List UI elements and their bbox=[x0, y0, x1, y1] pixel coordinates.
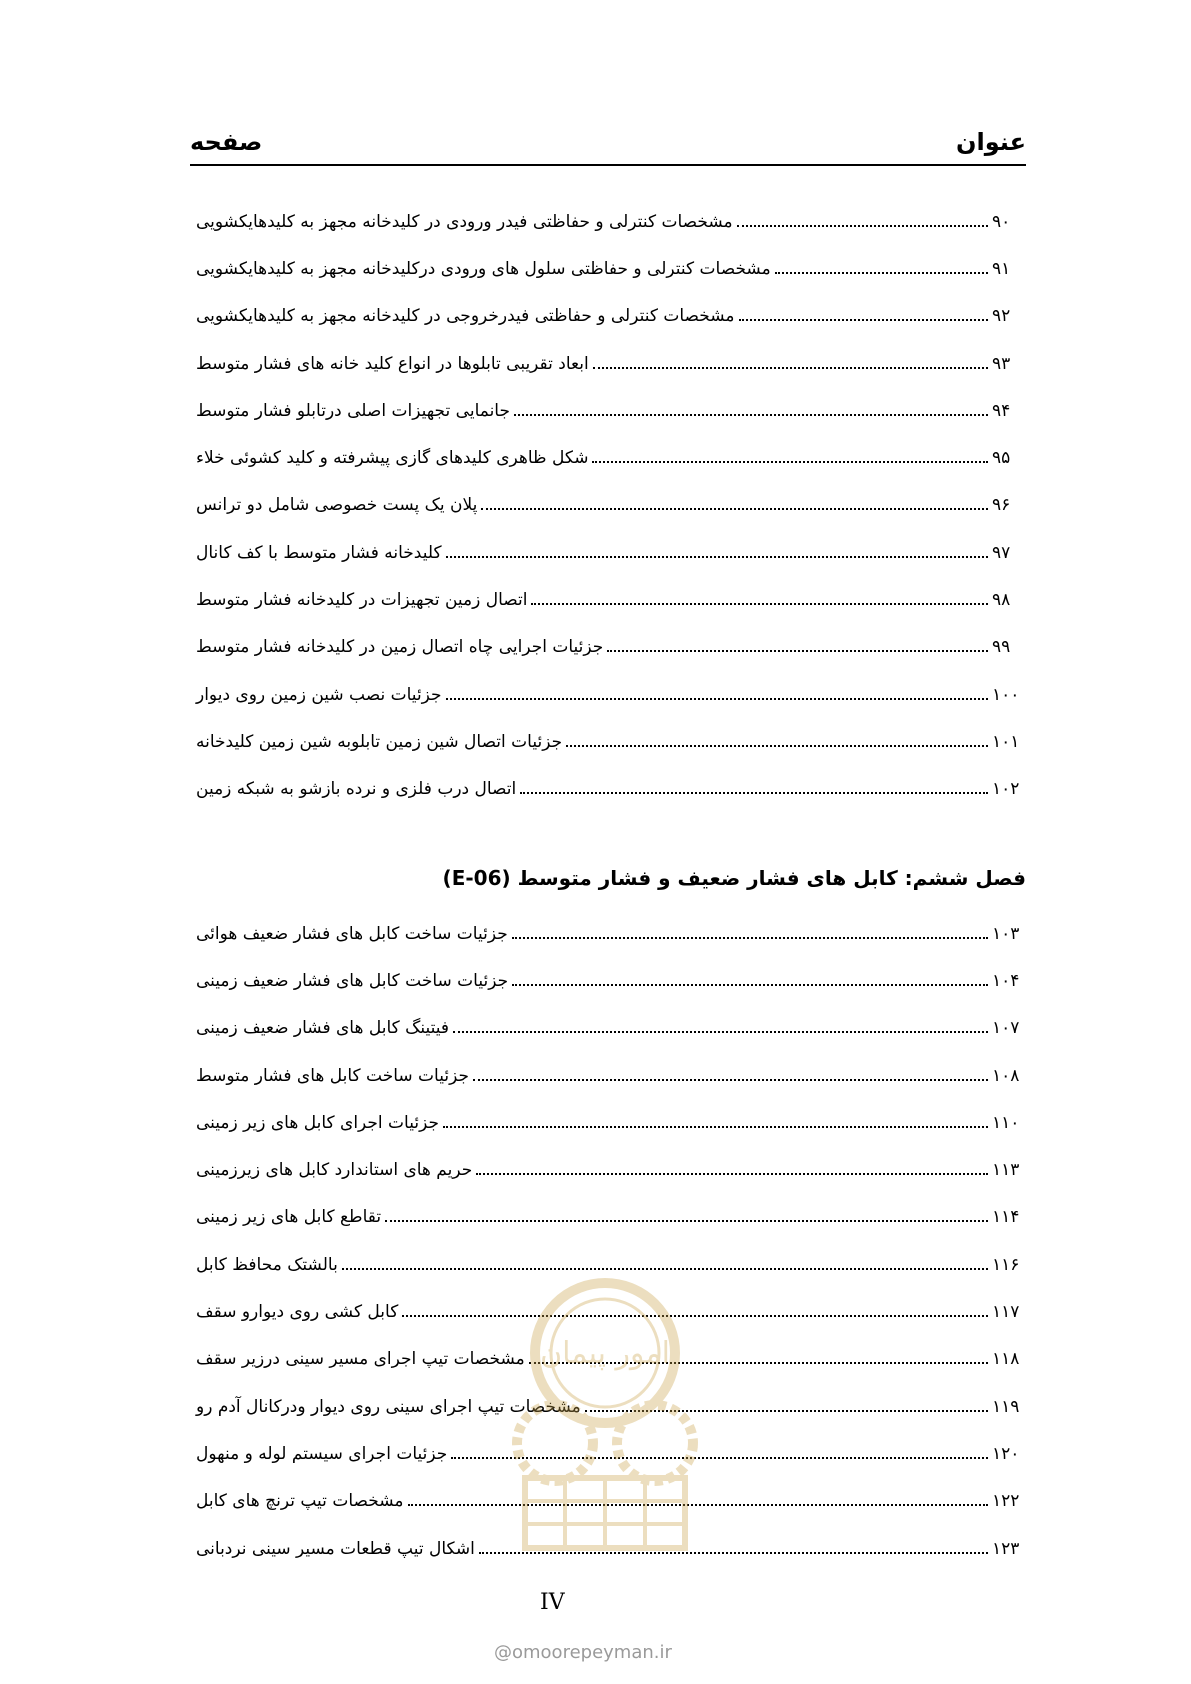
toc-entry[interactable] bbox=[190, 1099, 1026, 1146]
toc-entry[interactable] bbox=[190, 910, 1026, 957]
toc-entry-page: ۹۱ bbox=[992, 258, 1011, 279]
toc-entry-page: ۱۱۰ bbox=[992, 1112, 1020, 1133]
toc-entry-title: بالشتک محافظ کابل bbox=[196, 1254, 338, 1275]
toc-entry-title: شکل ظاهری کلیدهای گازی پیشرفته و کلید کشوئی خلاء bbox=[196, 448, 589, 469]
section-title: فصل ششم: کابل های فشار ضعیف و فشار متوسط (E-06) bbox=[442, 866, 1026, 890]
toc-dot-leader bbox=[473, 1079, 988, 1081]
toc-entry[interactable] bbox=[190, 576, 1026, 623]
toc-entry-page: ۱۱۹ bbox=[992, 1396, 1020, 1417]
toc-entry-page: ۹۸ bbox=[992, 590, 1011, 611]
toc-entry-page: ۱۰۷ bbox=[992, 1018, 1020, 1039]
toc-entry-page: ۱۰۰ bbox=[992, 684, 1020, 705]
toc-title-label: عنوان bbox=[956, 128, 1026, 156]
toc-entry-title: جانمایی تجهیزات اصلی درتابلو فشار متوسط bbox=[196, 400, 510, 421]
toc-entry[interactable] bbox=[190, 957, 1026, 1004]
toc-header bbox=[190, 128, 1026, 166]
toc-dot-leader bbox=[443, 1126, 988, 1128]
toc-entry-title: مشخصات کنترلی و حفاظتی فیدرخروجی در کلیدخانه مجهز به کلیدهایکشویی bbox=[196, 306, 735, 327]
toc-dot-leader bbox=[566, 745, 988, 747]
toc-entry-title: مشخصات تیپ اجرای مسیر سینی درزیر سقف bbox=[196, 1349, 525, 1370]
toc-entry[interactable] bbox=[190, 482, 1026, 529]
toc-entry-title: اشکال تیپ قطعات مسیر سینی نردبانی bbox=[196, 1538, 475, 1559]
toc-entry-page: ۹۵ bbox=[992, 448, 1011, 469]
toc-dot-leader bbox=[514, 414, 988, 416]
toc-entry-page: ۱۲۳ bbox=[992, 1538, 1020, 1559]
toc-entry-title: اتصال زمین تجهیزات در کلیدخانه فشار متوسط bbox=[196, 590, 528, 611]
toc-entry-page: ۹۹ bbox=[992, 637, 1011, 658]
toc-list-section-1 bbox=[190, 198, 1026, 813]
page-number: IV bbox=[540, 1590, 565, 1615]
toc-entry[interactable] bbox=[190, 1146, 1026, 1193]
toc-entry[interactable] bbox=[190, 1194, 1026, 1241]
toc-entry[interactable] bbox=[190, 434, 1026, 481]
toc-entry-title: تقاطع کابل های زیر زمینی bbox=[196, 1207, 382, 1228]
toc-entry-page: ۱۰۳ bbox=[992, 923, 1020, 944]
toc-dot-leader bbox=[342, 1268, 988, 1270]
toc-dot-leader bbox=[592, 461, 988, 463]
toc-entry[interactable] bbox=[190, 293, 1026, 340]
toc-entry[interactable] bbox=[190, 198, 1026, 245]
toc-dot-leader bbox=[739, 319, 989, 321]
watermark: @omoorepeyman.ir bbox=[494, 1642, 672, 1663]
toc-entry-title: مشخصات تیپ اجرای سینی روی دیوار ودرکانال آدم رو bbox=[196, 1396, 581, 1417]
toc-entry[interactable] bbox=[190, 340, 1026, 387]
toc-entry-page: ۹۲ bbox=[992, 306, 1011, 327]
toc-entry-page: ۹۴ bbox=[992, 400, 1011, 421]
toc-dot-leader bbox=[512, 937, 988, 939]
toc-entry-title: مشخصات کنترلی و حفاظتی سلول های ورودی درکلیدخانه مجهز به کلیدهایکشویی bbox=[196, 258, 771, 279]
toc-entry[interactable] bbox=[190, 624, 1026, 671]
toc-entry-title: جزئیات ساخت کابل های فشار ضعیف هوائی bbox=[196, 923, 508, 944]
toc-entry-page: ۱۲۲ bbox=[992, 1491, 1020, 1512]
toc-dot-leader bbox=[737, 225, 988, 227]
toc-entry[interactable] bbox=[190, 671, 1026, 718]
toc-entry[interactable] bbox=[190, 387, 1026, 434]
toc-entry[interactable] bbox=[190, 1005, 1026, 1052]
toc-entry-page: ۹۶ bbox=[992, 495, 1011, 516]
toc-dot-leader bbox=[531, 603, 988, 605]
toc-dot-leader bbox=[446, 698, 988, 700]
toc-entry-title: جزئیات اجرای کابل های زیر زمینی bbox=[196, 1112, 439, 1133]
toc-entry[interactable] bbox=[190, 529, 1026, 576]
stamp-text: امور پیمان bbox=[540, 1336, 670, 1371]
toc-entry-page: ۱۰۲ bbox=[992, 779, 1020, 800]
toc-entry-page: ۱۰۱ bbox=[992, 731, 1020, 752]
toc-entry-title: جزئیات نصب شین زمین روی دیوار bbox=[196, 684, 442, 705]
toc-dot-leader bbox=[481, 508, 988, 510]
toc-entry-title: جزئیات اتصال شین زمین تابلوبه شین زمین کلیدخانه bbox=[196, 731, 563, 752]
toc-dot-leader bbox=[476, 1173, 988, 1175]
toc-entry-page: ۱۱۶ bbox=[992, 1254, 1020, 1275]
toc-dot-leader bbox=[593, 367, 988, 369]
toc-entry-title: ابعاد تقریبی تابلوها در انواع کلید خانه های فشار متوسط bbox=[196, 353, 589, 374]
toc-dot-leader bbox=[512, 984, 988, 986]
toc-entry-title: جزئیات ساخت کابل های فشار متوسط bbox=[196, 1065, 469, 1086]
toc-entry-page: ۹۰ bbox=[992, 211, 1011, 232]
toc-entry-page: ۱۱۳ bbox=[992, 1160, 1020, 1181]
toc-entry-title: جزئیات ساخت کابل های فشار ضعیف زمینی bbox=[196, 970, 509, 991]
toc-entry[interactable] bbox=[190, 245, 1026, 292]
toc-entry-title: کلیدخانه فشار متوسط با کف کانال bbox=[196, 542, 442, 563]
toc-entry[interactable] bbox=[190, 1052, 1026, 1099]
toc-entry-title: فیتینگ کابل های فشار ضعیف زمینی bbox=[196, 1018, 449, 1039]
toc-entry-title: پلان یک پست خصوصی شامل دو ترانس bbox=[196, 495, 478, 516]
toc-entry-title: اتصال درب فلزی و نرده بازشو به شبکه زمین bbox=[196, 779, 517, 800]
toc-entry-page: ۹۷ bbox=[992, 542, 1011, 563]
toc-dot-leader bbox=[520, 792, 988, 794]
toc-entry[interactable] bbox=[190, 766, 1026, 813]
toc-dot-leader bbox=[607, 650, 988, 652]
toc-entry-page: ۱۲۰ bbox=[992, 1443, 1020, 1464]
toc-entry-title: کابل کشی روی دیوارو سقف bbox=[196, 1302, 399, 1323]
toc-entry-title: مشخصات کنترلی و حفاظتی فیدر ورودی در کلیدخانه مجهز به کلیدهایکشویی bbox=[196, 211, 733, 232]
publisher-stamp bbox=[495, 1278, 715, 1558]
toc-page-label: صفحه bbox=[190, 128, 263, 156]
toc-entry-page: ۱۱۸ bbox=[992, 1349, 1020, 1370]
toc-entry-title: جزئیات اجرایی چاه اتصال زمین در کلیدخانه فشار متوسط bbox=[196, 637, 604, 658]
toc-entry-page: ۱۰۴ bbox=[992, 970, 1020, 991]
toc-dot-leader bbox=[453, 1031, 988, 1033]
toc-entry-page: ۹۳ bbox=[992, 353, 1011, 374]
toc-dot-leader bbox=[385, 1220, 988, 1222]
toc-dot-leader bbox=[775, 272, 988, 274]
toc-entry-title: مشخصات تیپ ترنچ های کابل bbox=[196, 1491, 404, 1512]
toc-entry-page: ۱۱۷ bbox=[992, 1302, 1020, 1323]
toc-entry-title: جزئیات اجرای سیستم لوله و منهول bbox=[196, 1443, 448, 1464]
toc-entry-page: ۱۱۴ bbox=[992, 1207, 1020, 1228]
toc-dot-leader bbox=[446, 556, 988, 558]
toc-entry-title: حریم های استاندارد کابل های زیرزمینی bbox=[196, 1160, 473, 1181]
toc-entry[interactable] bbox=[190, 718, 1026, 765]
toc-entry-page: ۱۰۸ bbox=[992, 1065, 1020, 1086]
